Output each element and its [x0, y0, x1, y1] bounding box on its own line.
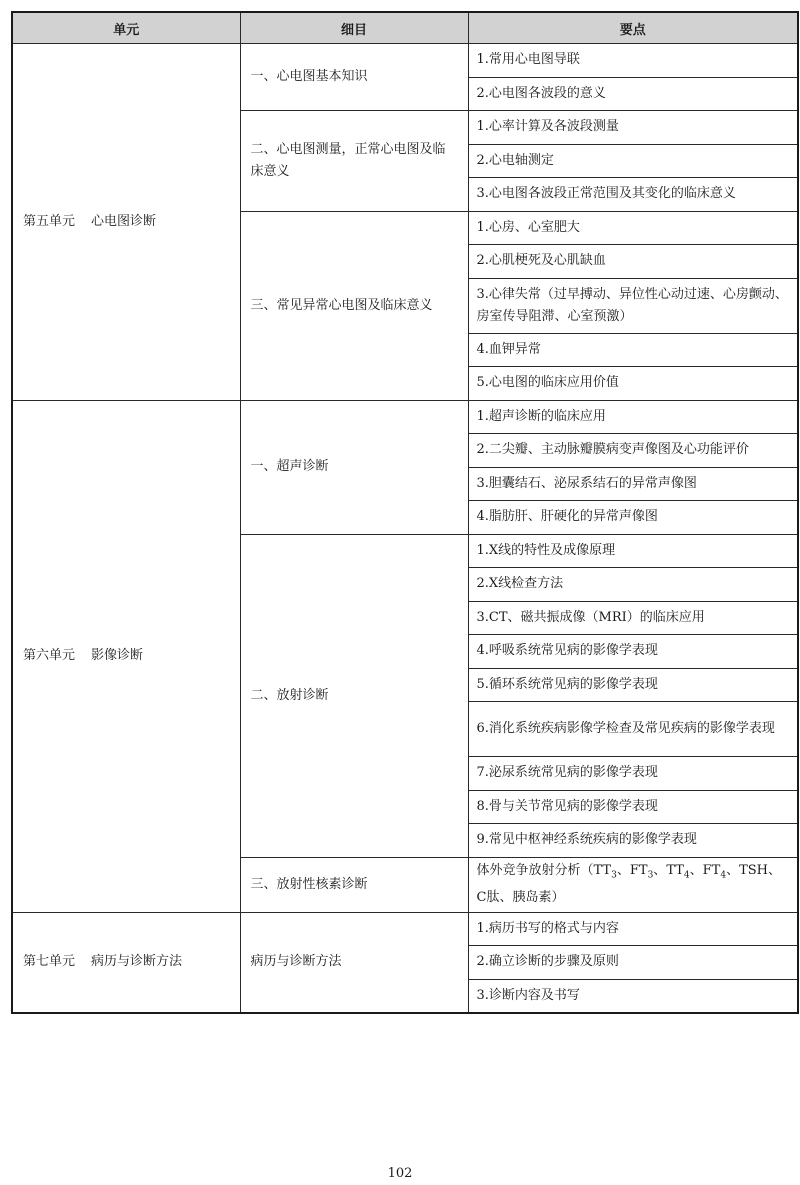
tsh-label: TSH	[739, 863, 769, 879]
separator: 、	[653, 863, 667, 879]
nuclear-prefix: 体外竞争放射分析（	[476, 863, 594, 879]
point-cell: 1.常用心电图导联	[468, 44, 798, 78]
table-row	[12, 44, 798, 78]
point-cell: 8.骨与关节常见病的影像学表现	[468, 790, 798, 824]
point-cell: 2.确立诊断的步骤及原则	[468, 946, 798, 980]
header-unit: 单元	[12, 12, 240, 44]
point-cell: 1.超声诊断的临床应用	[468, 400, 798, 434]
point-cell: 3.诊断内容及书写	[468, 979, 798, 1013]
header-points: 要点	[468, 12, 798, 44]
detail-cell: 一、超声诊断	[240, 400, 468, 534]
table-row	[12, 400, 798, 434]
detail-cell: 一、心电图基本知识	[240, 44, 468, 111]
detail-cell: 二、心电图测量，正常心电图及临床意义	[240, 111, 468, 212]
unit-cell	[12, 912, 240, 1013]
point-cell	[468, 857, 798, 912]
unit-name: 影像诊断	[91, 648, 144, 663]
unit-cell	[12, 44, 240, 401]
ft4-label: FT	[702, 863, 721, 879]
ft3-sub: 3	[647, 870, 654, 881]
point-cell: 3.心电图各波段正常范围及其变化的临床意义	[468, 178, 798, 212]
tt3-sub: 3	[611, 870, 617, 881]
detail-cell: 三、常见异常心电图及临床意义	[240, 211, 468, 400]
point-cell: 1.心率计算及各波段测量	[468, 111, 798, 145]
nuclear-tail: C肽、胰岛素）	[476, 889, 565, 905]
separator: 、	[616, 863, 630, 879]
header-detail: 细目	[240, 12, 468, 44]
table-row	[12, 912, 798, 946]
point-cell: 2.心肌梗死及心肌缺血	[468, 245, 798, 279]
detail-cell: 二、放射诊断	[240, 534, 468, 857]
tt4-sub: 4	[683, 870, 690, 881]
point-cell: 9.常见中枢神经系统疾病的影像学表现	[468, 824, 798, 858]
tt3-label: TT	[593, 863, 612, 879]
point-cell: 3.CT、磁共振成像（MRI）的临床应用	[468, 601, 798, 635]
point-cell: 2.X线检查方法	[468, 568, 798, 602]
point-cell: 5.循环系统常见病的影像学表现	[468, 668, 798, 702]
unit-number: 第六单元	[23, 648, 76, 663]
point-cell: 2.心电轴测定	[468, 144, 798, 178]
point-cell: 4.血钾异常	[468, 333, 798, 367]
ft3-label: FT	[629, 863, 648, 879]
point-cell: 5.心电图的临床应用价值	[468, 367, 798, 401]
point-cell: 4.呼吸系统常见病的影像学表现	[468, 635, 798, 669]
page-number: 102	[387, 1166, 413, 1181]
unit-cell	[12, 400, 240, 912]
point-cell: 3.胆囊结石、泌尿系结石的异常声像图	[468, 467, 798, 501]
unit-number: 第七单元	[23, 954, 76, 970]
ft4-sub: 4	[720, 870, 727, 881]
point-cell: 4.脂肪肝、肝硬化的异常声像图	[468, 501, 798, 535]
point-cell: 2.心电图各波段的意义	[468, 77, 798, 111]
tt4-label: TT	[666, 863, 684, 879]
detail-cell: 三、放射性核素诊断	[240, 857, 468, 912]
unit-name: 心电图诊断	[91, 213, 157, 229]
point-cell: 7.泌尿系统常见病的影像学表现	[468, 757, 798, 791]
separator: 、	[689, 863, 703, 879]
point-cell: 3.心律失常（过早搏动、异位性心动过速、心房颤动、房室传导阻滞、心室预激）	[468, 278, 798, 333]
point-cell: 1.X线的特性及成像原理	[468, 534, 798, 568]
exam-outline-table	[11, 11, 799, 1014]
point-cell: 2.二尖瓣、主动脉瓣膜病变声像图及心功能评价	[468, 434, 798, 468]
point-cell: 6.消化系统疾病影像学检查及常见疾病的影像学表现	[468, 702, 798, 757]
separator: 、	[726, 863, 740, 879]
unit-name: 病历与诊断方法	[91, 954, 183, 970]
header-row	[12, 12, 798, 44]
separator: 、	[768, 863, 782, 879]
unit-number: 第五单元	[23, 213, 76, 229]
point-cell: 1.心房、心室肥大	[468, 211, 798, 245]
detail-cell: 病历与诊断方法	[240, 912, 468, 1013]
point-cell: 1.病历书写的格式与内容	[468, 912, 798, 946]
